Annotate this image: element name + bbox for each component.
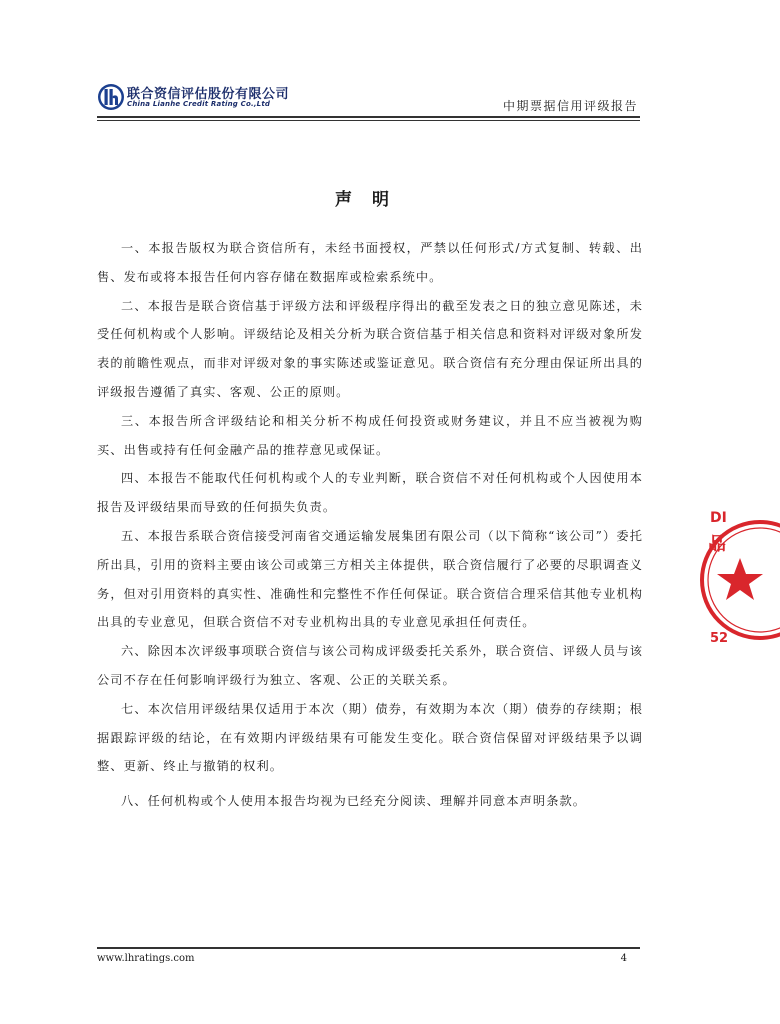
company-logo-icon: [97, 83, 125, 111]
statement-paragraph-7: 七、本次信用评级结果仅适用于本次（期）债券，有效期为本次（期）债券的存续期；根据跟踪评级的结论，在有效期内评级结果有可能发生变化。联合资信保留对评级结果予以调整、更新、终止与撤销的权利。: [97, 701, 643, 774]
page-number: 4: [620, 953, 627, 964]
statement-paragraph-6: 六、除因本次评级事项联合资信与该公司构成评级委托关系外，联合资信、评级人员与该公司不存在任何影响评级行为独立、客观、公正的关联关系。: [97, 644, 643, 687]
report-type: 中期票据信用评级报告: [502, 99, 638, 113]
statement-paragraph-4: 四、本报告不能取代任何机构或个人的专业判断，联合资信不对任何机构或个人因使用本报告及评级结果而导致的任何损失负责。: [97, 471, 643, 515]
company-name-cn: 联合资信评估股份有限公司: [127, 87, 290, 102]
statement-paragraph-2: 二、本报告是联合资信基于评级方法和评级程序得出的截至发表之日的独立意见陈述，未受任何机构或个人影响。评级结论及相关分析为联合资信基于相关信息和资料对评级对象所发表的前瞻性观点，而非对评级对象的事实陈述或鉴证意见。联合资信有充分理由保证所出具的评级报告遵循了真实、客观、公正的原则。: [97, 298, 643, 399]
statement-paragraph-3: 三、本报告所含评级结论和相关分析不构成任何投资或财务建议，并且不应当被视为购买、出售或持有任何金融产品的推荐意见或保证。: [97, 413, 643, 457]
page-header: [97, 80, 640, 120]
footer-divider: [97, 947, 640, 949]
page-title: 声明: [335, 190, 409, 210]
statement-paragraph-5: 五、本报告系联合资信接受河南省交通运输发展集团有限公司（以下简称“该公司”）委托所出具，引用的资料主要由该公司或第三方相关主体提供，联合资信履行了必要的尽职调查义务，但对引用资料的真实性、准确性和完整性不作任何保证。联合资信合理采信其他专业机构出具的专业意见，但联合资信不对专业机构出具的专业意见承担任何责任。: [97, 528, 643, 630]
statement-paragraph-8: 八、任何机构或个人使用本报告均视为已经充分阅读、理解并同意本声明条款。: [121, 794, 587, 809]
seal-text-bottom: 52: [710, 631, 729, 646]
company-seal-stamp: [700, 500, 780, 660]
footer-website: www.lhratings.com: [97, 953, 195, 964]
header-divider: [97, 116, 640, 121]
statement-body: [97, 234, 643, 816]
seal-text-top: DI: [710, 510, 727, 526]
statement-paragraph-1: 一、本报告版权为联合资信所有，未经书面授权，严禁以任何形式/方式复制、转载、出售、发布或将本报告任何内容存储在数据库或检索系统中。: [97, 241, 643, 284]
company-name-en: China Lianhe Credit Rating Co.,Ltd: [127, 100, 271, 108]
seal-text-mid: 品: [708, 534, 726, 555]
